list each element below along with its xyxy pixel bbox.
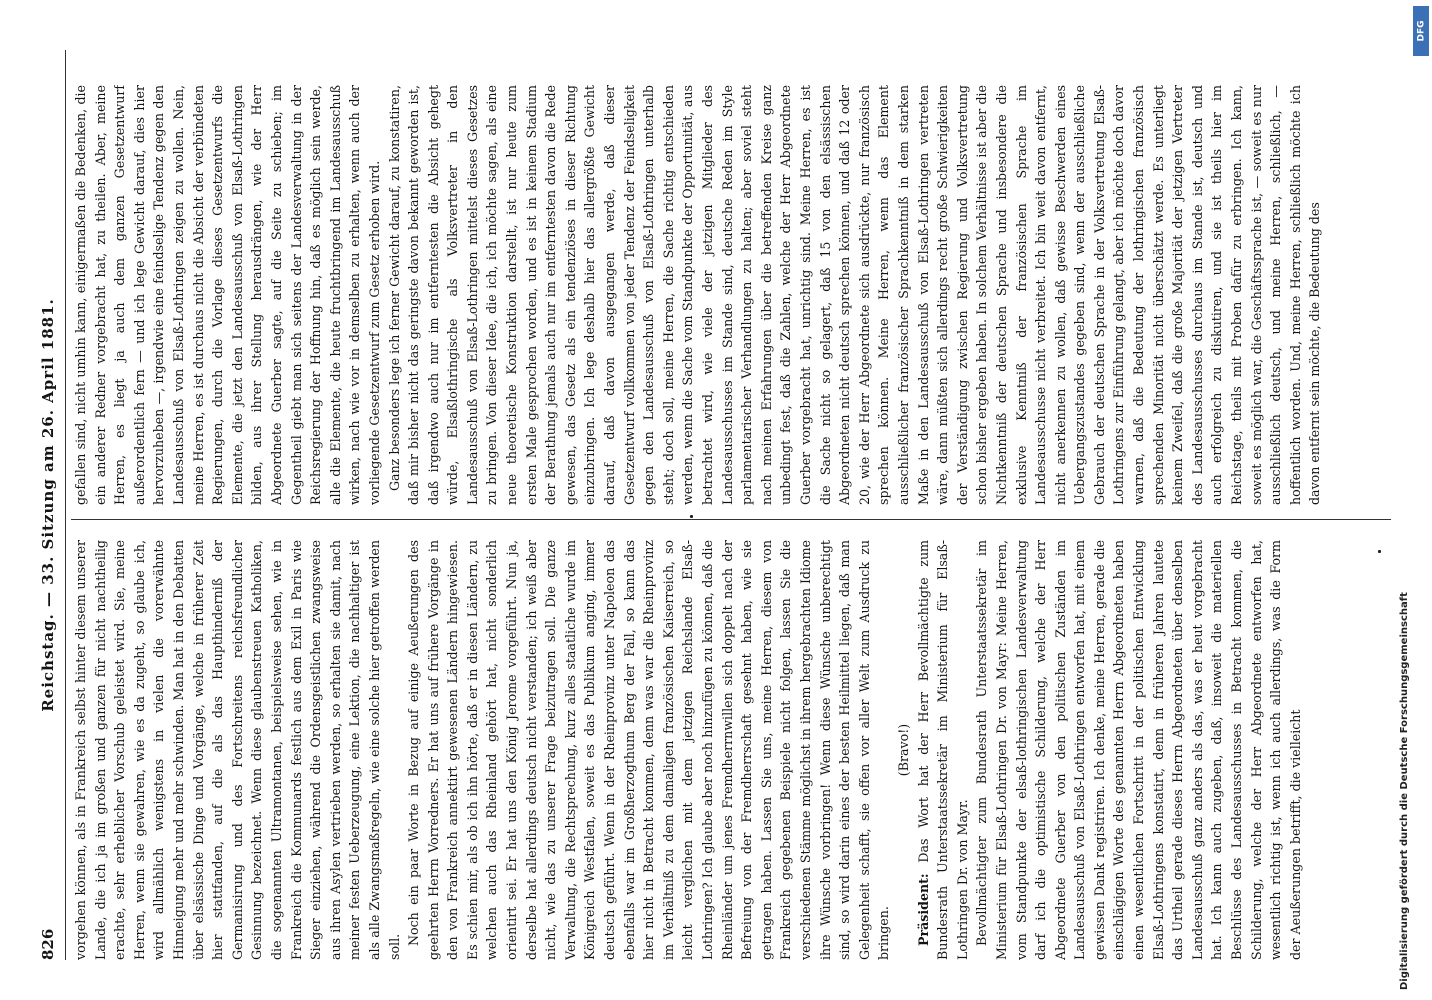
paragraph: vorgehen können, als in Frankreich selbst hinter diesem unserer Lande, die ich ja im großen und ganzen für nicht nachtheilig erachte, sehr erheblicher Vorschub geleistet wird. Sie, meine Herren, wenn sie gewahren, wie es da zugeht, so glaube ich, wird allmählich wenigstens in vielen die vorerwähnte Hinneigung mehr und mehr schwinden. Man hat in den Debatten über elsässische Dinge und Vorgänge, welche in früherer Zeit hier stattfanden, auf die als das Haupthinderniß der Germanisirung und des Fortschreitens reichsfreundlicher Gesinnung bezeichnet. Wenn diese glaubenstreuen Katholiken, die sogenannten Ultramontanen, beispielsweise sehen, wie in Frankreich die Kommunards festlich aus dem Exil in Paris wie Sieger einziehen, während die Ordensgeistlichen zwangsweise aus ihren Asylen vertrieben werden, so erhalten sie damit, nach meiner festen Ueberzeugung, eine Lektion, die nachhaltiger ist als alle Zwangsmaßregeln, wie eine solche hier getroffen werden soll.	[73, 540, 402, 960]
page-header	[35, 50, 61, 960]
speaker-name: Präsident:	[915, 873, 931, 946]
column-divider	[71, 519, 1391, 520]
president-paragraph	[914, 540, 973, 960]
page-number: 826	[39, 928, 57, 960]
left-column	[71, 540, 1391, 960]
paragraph: Noch ein paar Worte in Bezug auf einige Aeußerungen des geehrten Herrn Vorredners. Er hat uns auf frühere Vorgänge in den von Frankreich annektirt gewesenen Ländern hingewiesen. Es schien mir, als ob ich ihn hörte, daß er in diesen Ländern, zu welchen auch das Rheinland gehört hat, nicht sonderlich orientirt sei. Er hat uns den König Jerome vorgeführt. Nun ja, derselbe hat allerdings deutsch nicht verstanden; ich weiß aber nicht, wie das zu unserer Frage beizutragen soll. Die ganze Verwaltung, die Rechtsprechung, kurz alles staatliche wurde im Königreich Westfalen, soweit es das Publikum anging, immer deutsch geführt. Wenn in der Rheinprovinz unter Napoleon das ebenfalls war im Großherzogthum Berg der Fall, so kann das hier nicht in Betracht kommen, denn was war die Rheinprovinz im Verhältniß zu dem damaligen französischen Kaiserreich, so leicht verglichen mit dem jetzigen Reichslande Elsaß-Lothringen? Ich glaube aber noch hinzufügen zu können, daß die Rheinländer um jenes Fremdherrnwillen sich doppelt nach der Befreiung von der Fremdherrschaft gesehnt haben, wie sie getragen haben. Lassen Sie uns, meine Herren, diesem von Frankreich gegebenen Beispiele nicht folgen, lassen Sie die verschiedenen Stämme möglichst in ihrem hergebrachten Idiome ihre Wünsche vorbringen! Wenn diese Wünsche unberechtigt sind, so wird darin eines der besten Heilmittel liegen, daß man Gelegenheit schafft, sie offen vor aller Welt zum Ausdruck zu bringen.	[406, 540, 892, 960]
header-rule	[65, 50, 66, 960]
applause-note: (Bravo!)	[895, 723, 911, 777]
scan-speck	[1378, 550, 1381, 553]
paragraph: gefallen sind, nicht umhin kann, einigermaßen die Bedenken, die ein anderer Redner vorgebracht hat, zu theilen. Aber, meine Herren, es liegt ja auch dem ganzen Gesetzentwurf außerordentlich fern — und ich lege Gewicht darauf, dies hier hervorzuheben —, irgendwie eine feindselige Tendenz gegen den Landesausschuß von Elsaß-Lothringen zeigen zu wollen. Nein, meine Herren, es ist durchaus nicht die Absicht der verbündeten Regierungen, durch die Vorlage dieses Gesetzentwurfs die Elemente, die jetzt den Landesausschuß von Elsaß-Lothringen bilden, aus ihrer Stellung herausdrängen, wie der Herr Abgeordnete Guerber sagte, auf die Seite zu schieben; im Gegentheil giebt man sich seitens der Landesverwaltung in der Reichsregierung der Hoffnung hin, daß es möglich sein werde, alle die Elemente, die heute fruchtbringend im Landesausschuß wirken, nach wie vor in demselben zu erhalten, wenn auch der vorliegende Gesetzentwurf zum Gesetz erhoben wird.	[73, 85, 382, 505]
scan-speck	[690, 515, 693, 518]
paragraph: Ganz besonders lege ich ferner Gewicht darauf, zu konstatiren, daß mir bisher nicht das geringste davon bekannt geworden ist, daß irgendwo auch nur im entferntesten die Absicht gehegt würde, Elsaßlothringische als Volksvertreter in den Landesausschuß von Elsaß-Lothringen mittelst dieses Gesetzes zu bringen. Von dieser Idee, die ich, ich möchte sagen, als eine neue theoretische Konstruktion darstellt, ist nur heute zum ersten Male gesprochen worden, und es ist in keinem Stadium der Berathung jemals auch nur im entferntesten davon die Rede gewesen, das Gesetz als ein tendenziöses in dieser Richtung einzubringen. Ich lege deshalb hier das allergrößte Gewicht darauf, daß davon ausgegangen werde, daß dieser Gesetzentwurf vollkommen von jeder Tendenz der Feindseligkeit gegen den Landesausschuß von Elsaß-Lothringen unterhalb steht; doch soll, meine Herren, die Sache richtig entschieden werden, wenn die Sache vom Standpunkte der Opportunität, aus betrachtet wird, wie viele der jetzigen Mitglieder des Landesausschusses im Stande sind, deutsche Reden im Style parlamentarischer Verhandlungen zu halten; aber soviel steht nach meinen Erfahrungen über die betreffenden Kreise ganz unbedingt fest, daß die Zahlen, welche der Herr Abgeordnete Guerber vorgebracht hat, unrichtig sind. Meine Herren, es ist die Sache nicht so gelagert, daß 15 von den elsässischen Abgeordneten nicht deutsch sprechen können, und daß 12 oder 20, wie der Herr Abgeordnete sich ausdrückte, nur französisch sprechen können. Meine Herren, wenn das Element ausschließlicher französischer Sprachkenntniß in dem starken Maße in den Landesausschuß von Elsaß-Lothringen vertreten wäre, dann müßten sich allerdings recht große Schwierigkeiten der Verständigung zwischen Regierung und Volksvertretung schon bisher ergeben haben. In solchem Verhältnisse ist aber die Nichtkenntniß der deutschen Sprache und insbesondere die exklusive Kenntniß der französischen Sprache im Landesausschusse nicht verbreitet. Ich bin weit davon entfernt, nicht anerkennen zu wollen, daß gewisse Beschwerden eines Uebergangszustandes gegeben sind, wenn der ausschließliche Gebrauch der deutschen Sprache in der Volksvertretung Elsaß-Lothringens zur Einführung gelangt, aber ich möchte doch davor warnen, daß die Bedeutung der lothringischen französisch sprechenden Minorität nicht überschätzt werde. Es unterliegt keinem Zweifel, daß die große Majorität der jetzigen Vertreter des Landesausschusses durchaus im Stande ist, deutsch und auch erfolgreich zu diskutiren, und sie ist theils hier im Reichstage, theils mit Proben dafür zu erbringen. Ich kann, soweit es möglich war, die Geschäftssprache ist, — soweit es nur ausschließlich deutsch, und meine Herren, schließlich, — hoffentlich worden. Und, meine Herren, schließlich möchte ich davon entfernt sein möchte, die Bedeutung des	[386, 85, 1323, 505]
dfg-logo-text: DFG	[1416, 20, 1427, 42]
running-title: Reichstag. — 33. Sitzung am 26. April 1881.	[39, 298, 57, 712]
paragraph: Bevollmächtigter zum Bundesrath Unterstaatssekretär im Ministerium für Elsaß-Lothringen Dr. von Mayr: Meine Herren, vom Standpunkte der elsaß-lothringischen Landesverwaltung darf ich die optimistische Schilderung, welche der Herr Abgeordnete Guerber von den politischen Zuständen im Landesausschuß von Elsaß-Lothringen entworfen hat, mit einem gewissen Dank registriren. Ich denke, meine Herren, gerade die einschlägigen Worte des genannten Herrn Abgeordneten haben einen wesentlichen Fortschritt in der politischen Entwicklung Elsaß-Lothringens konstatirt, denn in früheren Jahren lautete das Urtheil gerade dieses Herrn Abgeordneten über denselben Landesausschuß ganz anders als das, was er heut vorgebracht hat. Ich kann auch zugeben, daß, insoweit die materiellen Beschlüsse des Landesausschusses in Betracht kommen, die Schilderung, welche der Herr Abgeordnete entworfen hat, wesentlich richtig ist, wenn ich auch allerdings, was die Form der Aeußerungen betrifft, die vielleicht	[974, 540, 1303, 960]
right-column	[71, 85, 1391, 505]
dfg-logo	[1413, 6, 1429, 56]
digitization-credit: Digitalisierung gefördert durch die Deutsche Forschungsgemeinschaft	[1399, 592, 1410, 990]
rotated-sheet	[35, 50, 1400, 960]
paragraph-text: Das Wort hat der Herr Bevollmächtigte zum Bundesrath Unterstaatssekretär im Ministerium für Elsaß-Lothringen Dr. von Mayr.	[915, 540, 970, 960]
